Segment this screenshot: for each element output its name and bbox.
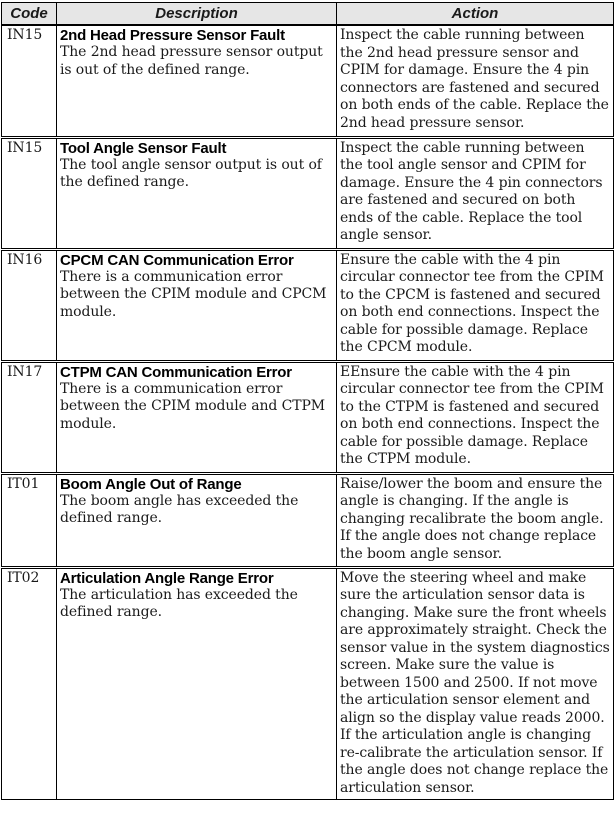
description-cell xyxy=(57,137,337,249)
table-row xyxy=(2,361,614,473)
header-code: Code xyxy=(2,3,57,26)
fault-code: IN16 xyxy=(2,249,57,361)
fault-description: The articulation has exceeded the defined range. xyxy=(60,586,298,620)
action-text: Ensure the cable with the 4 pin circular connector tee from the CPIM to the CPCM is fastened and secured on both end connections. Inspect the cable for possible damage. Replace the CPCM module. xyxy=(340,251,604,355)
fault-description: The 2nd head pressure sensor output is out of the defined range. xyxy=(60,44,323,78)
header-action: Action xyxy=(337,3,614,26)
fault-title: Tool Angle Sensor Fault xyxy=(60,139,227,157)
action-cell xyxy=(337,25,614,137)
fault-code: IT02 xyxy=(2,567,57,800)
header-description: Description xyxy=(57,3,337,26)
action-text: Move the steering wheel and make sure the articulation sensor data is changing. Make sure the front wheels are approximately straight. Check the sensor value in the system diagnostics screen. Make sure the value is between 1500 and 2500. If not move the articulation sensor element and align so the display value reads 2000. If the articulation angle is changing re-calibrate the articulation sensor. If the angle does not change replace the articulation sensor. xyxy=(340,569,610,796)
fault-description: The tool angle sensor output is out of the defined range. xyxy=(60,156,322,190)
fault-title: 2nd Head Pressure Sensor Fault xyxy=(60,27,285,44)
fault-description: The boom angle has exceeded the defined range. xyxy=(60,492,299,526)
table-row xyxy=(2,473,614,567)
fault-code: IT01 xyxy=(2,473,57,567)
description-cell xyxy=(57,473,337,567)
action-cell xyxy=(337,567,614,800)
fault-title: Articulation Angle Range Error xyxy=(60,569,274,587)
fault-description: There is a communication error between the CPIM module and CTPM module. xyxy=(60,380,325,432)
action-text: Inspect the cable running between the 2nd head pressure sensor and CPIM for damage. Ensure the 4 pin connectors are fastened and secured on both ends of the cable. Replace the 2nd head pressure sensor. xyxy=(340,27,609,131)
fault-code-table xyxy=(1,2,614,800)
table-row xyxy=(2,25,614,137)
fault-code: IN15 xyxy=(2,25,57,137)
fault-code: IN15 xyxy=(2,137,57,249)
description-cell xyxy=(57,249,337,361)
header-row xyxy=(2,3,614,26)
fault-title: CTPM CAN Communication Error xyxy=(60,363,292,381)
table-row xyxy=(2,567,614,800)
action-text: Raise/lower the boom and ensure the angle is changing. If the angle is changing recalibrate the boom angle. If the angle does not change replace the boom angle sensor. xyxy=(340,475,604,562)
fault-description: There is a communication error between the CPIM module and CPCM module. xyxy=(60,268,327,320)
description-cell xyxy=(57,361,337,473)
description-cell xyxy=(57,567,337,800)
table-body xyxy=(2,25,614,800)
fault-code: IN17 xyxy=(2,361,57,473)
table-row xyxy=(2,249,614,361)
fault-title: Boom Angle Out of Range xyxy=(60,475,242,493)
table-header xyxy=(2,3,614,26)
action-text: EEnsure the cable with the 4 pin circular connector tee from the CPIM to the CTPM is fastened and secured on both end connections. Inspect the cable for possible damage. Replace the CTPM module. xyxy=(340,363,604,467)
fault-title: CPCM CAN Communication Error xyxy=(60,251,294,269)
action-cell xyxy=(337,249,614,361)
action-cell xyxy=(337,137,614,249)
action-cell xyxy=(337,361,614,473)
description-cell xyxy=(57,25,337,137)
table-row xyxy=(2,137,614,249)
action-cell xyxy=(337,473,614,567)
action-text: Inspect the cable running between the tool angle sensor and CPIM for damage. Ensure the 4 pin connectors are fastened and secured on both ends of the cable. Replace the tool angle sensor. xyxy=(340,139,603,243)
